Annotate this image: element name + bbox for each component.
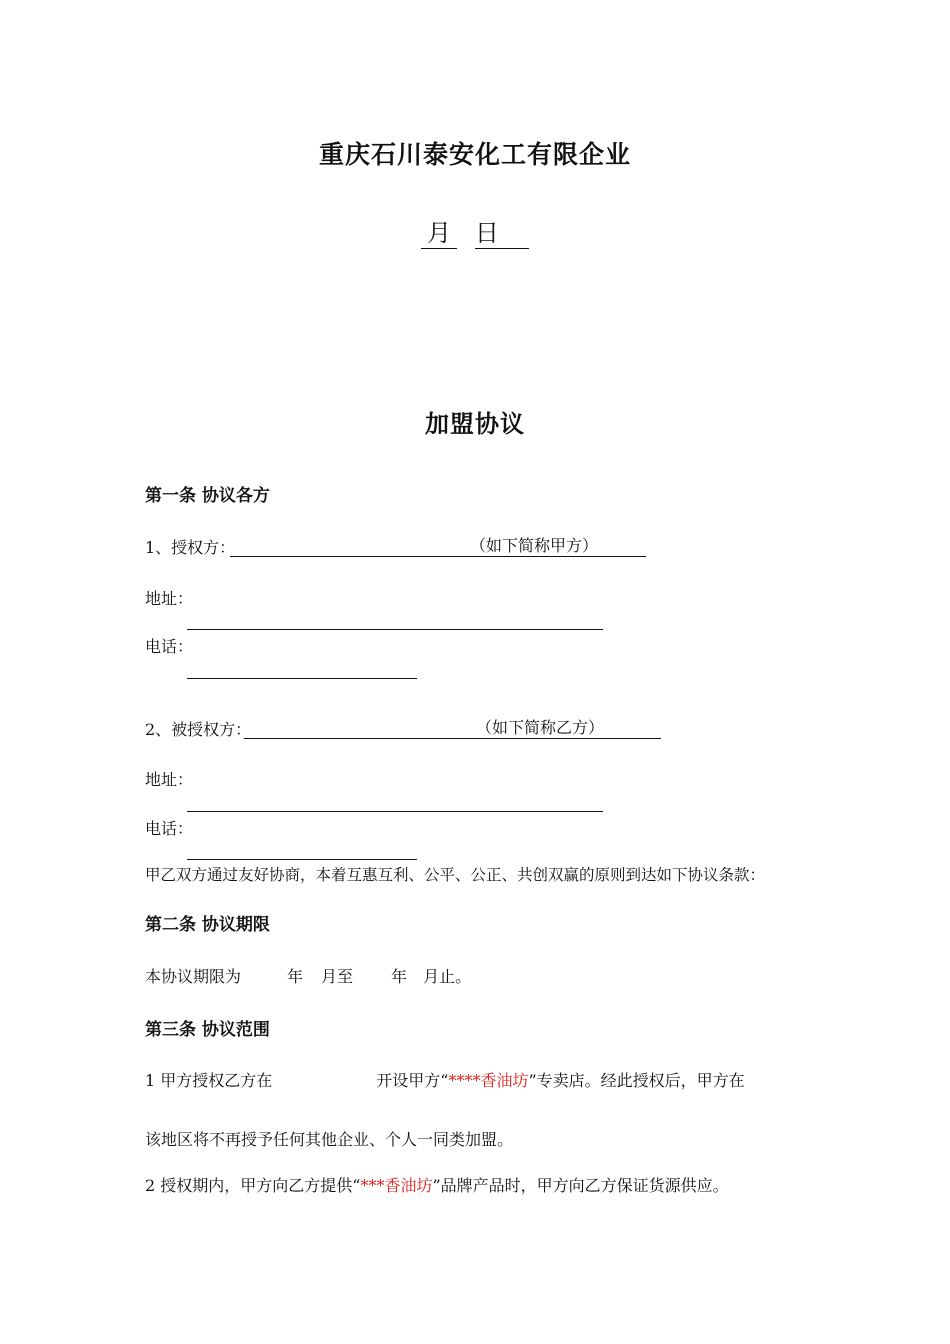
licensor-hint: （如下简称甲方） [470, 536, 599, 555]
clause-1-continuation: 该地区将不再授予任何其他企业、个人一同类加盟。 [145, 1130, 514, 1149]
clause-2-suffix: ”品牌产品时，甲方向乙方保证货源供应。 [432, 1176, 729, 1195]
day-field: 日 [475, 218, 529, 249]
term-month-end: 月止。 [423, 967, 472, 986]
licensor-phone-label: 电话： [145, 637, 194, 656]
article-2-heading: 第二条 协议期限 [145, 915, 270, 935]
licensee-address-label: 地址： [145, 770, 194, 789]
clause-1-suffix: ”专卖店。经此授权后，甲方在 [528, 1071, 745, 1090]
licensor-address-label: 地址： [145, 589, 194, 608]
licensee-address-line [187, 811, 603, 812]
term-year-2: 年 [391, 967, 408, 986]
licensee-phone-label: 电话： [145, 819, 194, 838]
article-3-heading: 第三条 协议范围 [145, 1020, 270, 1040]
clause-2-brand: ***香油坊 [360, 1176, 433, 1195]
clause-1-line [145, 1068, 745, 1091]
month-field: 月 [421, 218, 457, 249]
company-name: 重庆石川泰安化工有限企业 [318, 140, 631, 169]
licensor-blank-line [230, 556, 646, 557]
licensee-hint: （如下简称乙方） [476, 718, 605, 737]
licensor-label: 1、授权方： [145, 538, 236, 557]
licensor-phone-line [187, 678, 417, 679]
preamble-text: 甲乙双方通过友好协商，本着互惠互利、公平、公正、共创双赢的原则到达如下协议条款： [145, 866, 766, 884]
clause-1-prefix: 1 甲方授权乙方在 [145, 1071, 273, 1090]
article-1-heading: 第一条 协议各方 [145, 486, 270, 506]
clause-1-mid: 开设甲方“ [376, 1071, 449, 1090]
document-title: 加盟协议 [425, 409, 525, 438]
licensee-label: 2、被授权方： [145, 720, 252, 739]
date-line [0, 218, 950, 249]
term-prefix: 本协议期限为 [145, 967, 242, 986]
term-month-to: 月至 [321, 967, 354, 986]
licensee-phone-line [187, 859, 417, 860]
licensee-blank-line [244, 738, 661, 739]
term-year-1: 年 [287, 967, 304, 986]
clause-2-prefix: 2 授权期内，甲方向乙方提供“ [145, 1176, 361, 1195]
licensor-address-line [187, 629, 603, 630]
term-text [145, 964, 471, 987]
clause-2-line [145, 1173, 729, 1196]
clause-1-brand: ****香油坊 [448, 1071, 529, 1090]
